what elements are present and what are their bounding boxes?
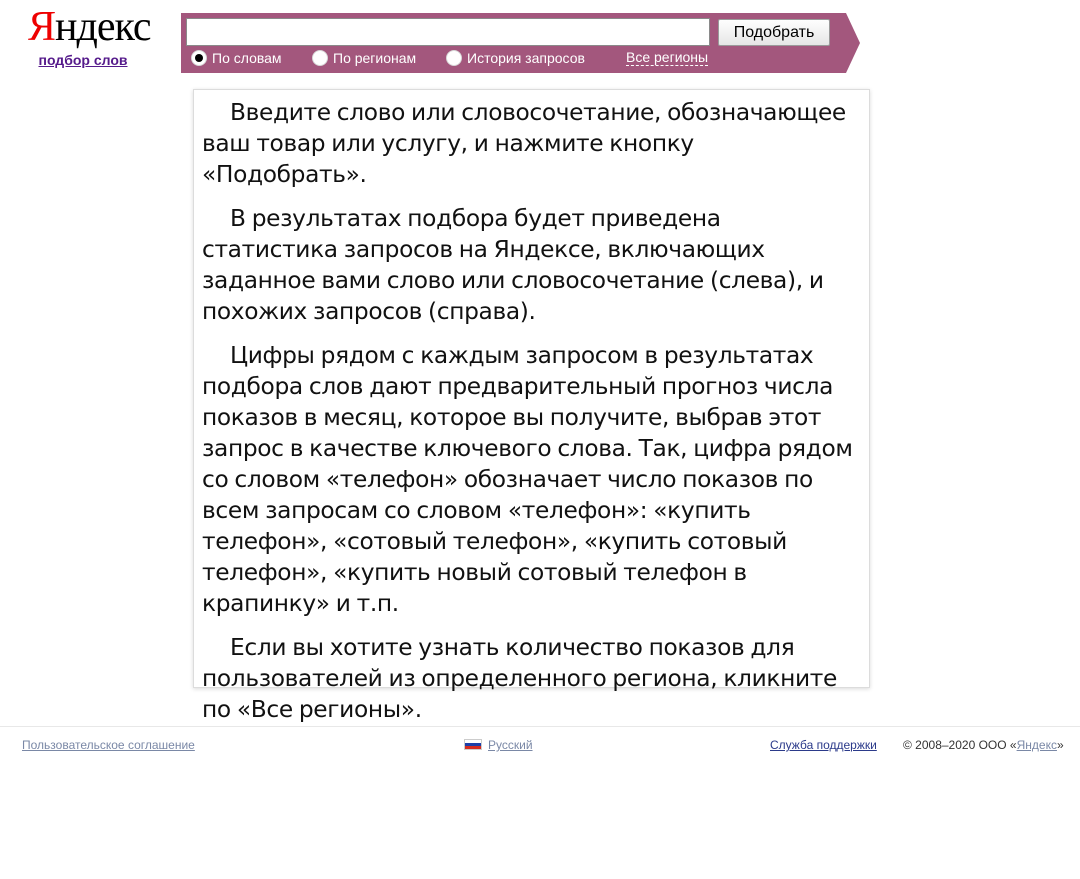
- radio-by-regions[interactable]: [312, 50, 416, 66]
- search-input[interactable]: [186, 18, 710, 46]
- radio-label: По регионам: [333, 50, 417, 66]
- radio-label: История запросов: [467, 50, 585, 66]
- copyright: [903, 738, 1064, 752]
- logo-rest: ндекс: [55, 4, 151, 50]
- all-regions-link[interactable]: Все регионы: [626, 49, 709, 65]
- russian-flag-icon: [464, 739, 482, 750]
- user-agreement-link[interactable]: Пользовательское соглашение: [22, 738, 195, 752]
- radio-unchecked-icon[interactable]: [446, 50, 462, 66]
- logo-text: Яндекс: [28, 4, 151, 50]
- radio-query-history[interactable]: [446, 50, 585, 66]
- help-paragraph: Цифры рядом с каждым запросом в результатах подбора слов дают предварительный прогноз числа показов в месяц, которое вы получите, выбрав этот запрос в качестве ключевого слова. Так, цифра рядом со словом «телефон» обозначает число показов по всем запросам со словом «телефон»: «купить телефон», «сотовый телефон», «купить сотовый телефон», «купить новый сотовый телефон в крапинку» и т.п.: [202, 342, 853, 617]
- copyright-suffix: »: [1056, 738, 1064, 752]
- footer-divider: [0, 726, 1080, 727]
- radio-unchecked-icon[interactable]: [312, 50, 328, 66]
- help-paragraph: В результатах подбора будет приведена статистика запросов на Яндексе, включающих заданное вами слово или словосочетание (слева), и похожих запросов (справа).: [202, 205, 824, 325]
- help-paragraph: Введите слово или словосочетание, обозначающее ваш товар или услугу, и нажмите кнопку «Подобрать».: [202, 99, 846, 188]
- submit-button[interactable]: Подобрать: [718, 19, 830, 46]
- copyright-prefix: © 2008–2020 ООО «: [903, 738, 1017, 752]
- help-panel: [193, 89, 870, 723]
- language-link[interactable]: Русский: [488, 738, 533, 752]
- service-name-link[interactable]: подбор слов: [38, 52, 128, 68]
- support-link[interactable]: Служба поддержки: [770, 738, 877, 752]
- help-paragraph: Если вы хотите узнать количество показов для пользователей из определенного региона, кликните по «Все регионы».: [202, 634, 837, 723]
- yandex-company-link[interactable]: Яндекс: [1016, 738, 1057, 752]
- radio-label: По словам: [212, 50, 282, 66]
- search-panel-arrow: [846, 13, 860, 73]
- radio-checked-icon[interactable]: [191, 50, 207, 66]
- radio-by-words[interactable]: [191, 50, 282, 66]
- yandex-logo[interactable]: [28, 4, 151, 68]
